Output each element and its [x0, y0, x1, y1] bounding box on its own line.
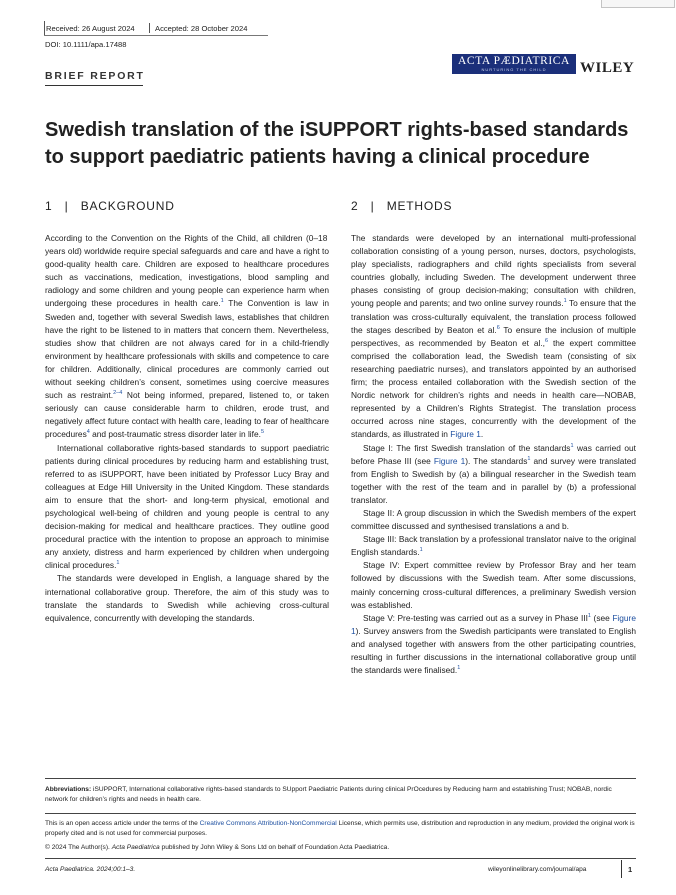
bottom-rule: [45, 858, 636, 859]
ref-link[interactable]: 5: [260, 429, 264, 436]
ref-link[interactable]: 6: [545, 337, 549, 344]
page-divider: [621, 860, 622, 878]
copyright: © 2024 The Author(s). Acta Paediatrica published by John Wiley & Sons Ltd on behalf of Foundation Acta Paediatrica.: [45, 844, 390, 851]
ref-link[interactable]: 1: [570, 442, 574, 449]
ref-link[interactable]: 1: [116, 560, 120, 567]
footnote-rule: [45, 778, 636, 779]
journal-url[interactable]: wileyonlinelibrary.com/journal/apa: [488, 866, 587, 873]
journal-logo[interactable]: [452, 54, 576, 74]
methods-paragraph-6: Stage V: Pre-testing was carried out as a survey in Phase III$^1$ (see Figure 1). Survey answers from the Swedish participants were translated to English and analysed together with answers from the other participating countries, resulting in further discussions in the international collaborative group until the standards were finalised.$^1$: [351, 612, 636, 676]
ref-link[interactable]: 1: [419, 547, 423, 554]
methods-paragraph-5: Stage IV: Expert committee review by Professor Bray and her team followed by discussions with the Swedish team. After some discussions, mainly concerning cross-cultural differences, a preliminary Swedish version was established.: [351, 560, 636, 610]
methods-paragraph-3: Stage II: A group discussion in which the Swedish members of the expert committee discussed and synthesised translations a and b.: [351, 507, 636, 532]
background-paragraph-2: International collaborative rights-based standards to support paediatric patients during clinical procedures by reducing harm and establishing trust, referred to as iSUPPORT, have been initiated by Professor Lucy Bray and colleagues at Edge Hill University in the United Kingdom. These standards aim to ensure that the short- and long-term physical, emotional and psychological well-being of children and young people is central to any decision-making for medical and healthcare practices. They outline good procedural practice with the intention to propose an approach to minimise any anxiety, distress and harm experienced by children when undergoing clinical procedures.$^1$: [45, 442, 329, 571]
title-line-1: Swedish translation of the iSUPPORT rights-based standards: [45, 119, 629, 141]
left-column: [45, 232, 329, 625]
figure-link[interactable]: Figure 1: [433, 455, 466, 466]
methods-paragraph-1: The standards were developed by an international multi-professional collaboration consisting of a young person, nurses, doctors, psychologists, play specialists, radiographers and child rights specialists from several countries globally, including Sweden. The development underwent three phases consisting of group decision-making; consultation with children, young people and parents; and two online survey rounds.$^1$ To ensure that the translation was cross-culturally equivalent, the translation process followed the stages described by Beaton et al.$^6$ To ensure the inclusion of multiple perspectives, as recommended by Beaton et al.,$^6$ the expert committee comprised the collaboration lead, the Swedish team (consisting of six researching paediatric nurses), and translators appointed by an authorised firm; the process entailed collaboration with the Swedish section of the Nordic network for children’s rights and needs in health care—NOBAB, represented by a Children’s Rights Strategist. The translation process occurred across nine stages, concurrently with the development of the standards, as illustrated in Figure 1.: [351, 233, 637, 440]
page-number: 1: [628, 865, 633, 874]
ref-link[interactable]: 1: [220, 298, 224, 305]
section-title: METHODS: [386, 199, 453, 213]
article-type-underline: [45, 85, 143, 86]
section-separator: |: [370, 199, 375, 213]
ref-link[interactable]: 2–4: [113, 390, 123, 397]
article-title: [45, 117, 645, 171]
ref-link[interactable]: 1: [563, 298, 567, 305]
background-paragraph-1: According to the Convention on the Rights of the Child, all children (0–18 years old) worldwide require special safeguards and care and have a right to good-quality health care. Children are exposed to healthcare procedures such as vaccinations, medication, investigations, blood sampling and radiology and some children and young people can experience harm when undergoing these procedures in health care.$^1$ The Convention is law in Sweden and, together with several Swedish laws, establishes that children have the right to be listened to in matters that concern them. Nevertheless, studies show that children are not always cared for in a child-friendly environment by healthcare professionals with skills and competence to care for children. Additionally, clinical procedures are commonly carried out without seeking children’s consent, sometimes using coercive measures such as restraint.$^{2-4}$ Not being informed, prepared, listened to, or taken seriously can cause considerable harm to children, erode trust, and negatively affect future contact with health care, leading to fear of healthcare procedures$^4$ and post-traumatic stress disorder later in life.$^5$: [45, 233, 329, 440]
ref-link[interactable]: 1: [527, 455, 531, 462]
citation: Acta Paediatrica. 2024;00:1–3.: [45, 866, 136, 873]
received-date: Received: 26 August 2024: [46, 24, 135, 33]
background-paragraph-3: The standards were developed in English, a language shared by the international collaborative group. Therefore, the aim of this study was to translate the standards to Swedish while achieving cross-cultural equivalence, concurrently with developing the standards.: [45, 573, 329, 623]
section-separator: |: [64, 199, 69, 213]
section-number: 2: [351, 199, 359, 213]
article-type: BRIEF REPORT: [45, 70, 145, 82]
ref-link[interactable]: 6: [496, 324, 500, 331]
doi[interactable]: DOI: 10.1111/apa.17488: [45, 40, 127, 49]
meta-rule: [44, 35, 268, 36]
methods-paragraph-4: Stage III: Back translation by a professional translator naive to the original English standards.$^1$: [351, 534, 636, 558]
margin-marker: [44, 21, 45, 36]
ref-link[interactable]: 1: [587, 612, 591, 619]
journal-logo-text: ACTA PÆDIATRICA: [458, 55, 570, 67]
section-heading-background: [45, 199, 175, 213]
publisher-logo[interactable]: WILEY: [580, 60, 635, 76]
license-rule: [45, 813, 636, 814]
section-heading-methods: [351, 199, 452, 213]
section-title: BACKGROUND: [80, 199, 175, 213]
meta-divider: [149, 23, 150, 33]
abbreviations: Abbreviations: iSUPPORT, International collaborative rights-based standards to SUpport Paediatric Patients during clinical PrOcedures by Reducing harm and establishing Trust; NOBAB, nordic network for children’s rights and needs in health care.: [45, 786, 612, 803]
license-link[interactable]: Creative Commons Attribution-NonCommercial: [199, 820, 337, 827]
viewer-toolbar-stub: [601, 0, 675, 8]
figure-link[interactable]: Figure 1: [351, 612, 636, 636]
figure-link[interactable]: Figure 1: [450, 429, 481, 440]
section-number: 1: [45, 199, 53, 213]
ref-link[interactable]: 1: [457, 665, 461, 672]
journal-tagline: NURTURING THE CHILD: [481, 67, 547, 72]
methods-paragraph-2: Stage I: The first Swedish translation of the standards$^1$ was carried out before Phase III (see Figure 1). The standards$^1$ and survey were translated from English to Swedish by (a) a bilingual researcher in the Swedish team together with the rest of the team and in parallel by (b) a professional translator.: [351, 442, 637, 505]
accepted-date: Accepted: 28 October 2024: [155, 24, 248, 33]
title-line-2: to support paediatric patients having a clinical procedure: [45, 146, 590, 168]
ref-link[interactable]: 4: [86, 429, 90, 436]
license-notice: This is an open access article under the terms of the Creative Commons Attribution-NonCommercial License, which permits use, distribution and reproduction in any medium, provided the original work is properly cited and is not used for commercial purposes.: [45, 820, 635, 837]
right-column: [351, 232, 636, 677]
